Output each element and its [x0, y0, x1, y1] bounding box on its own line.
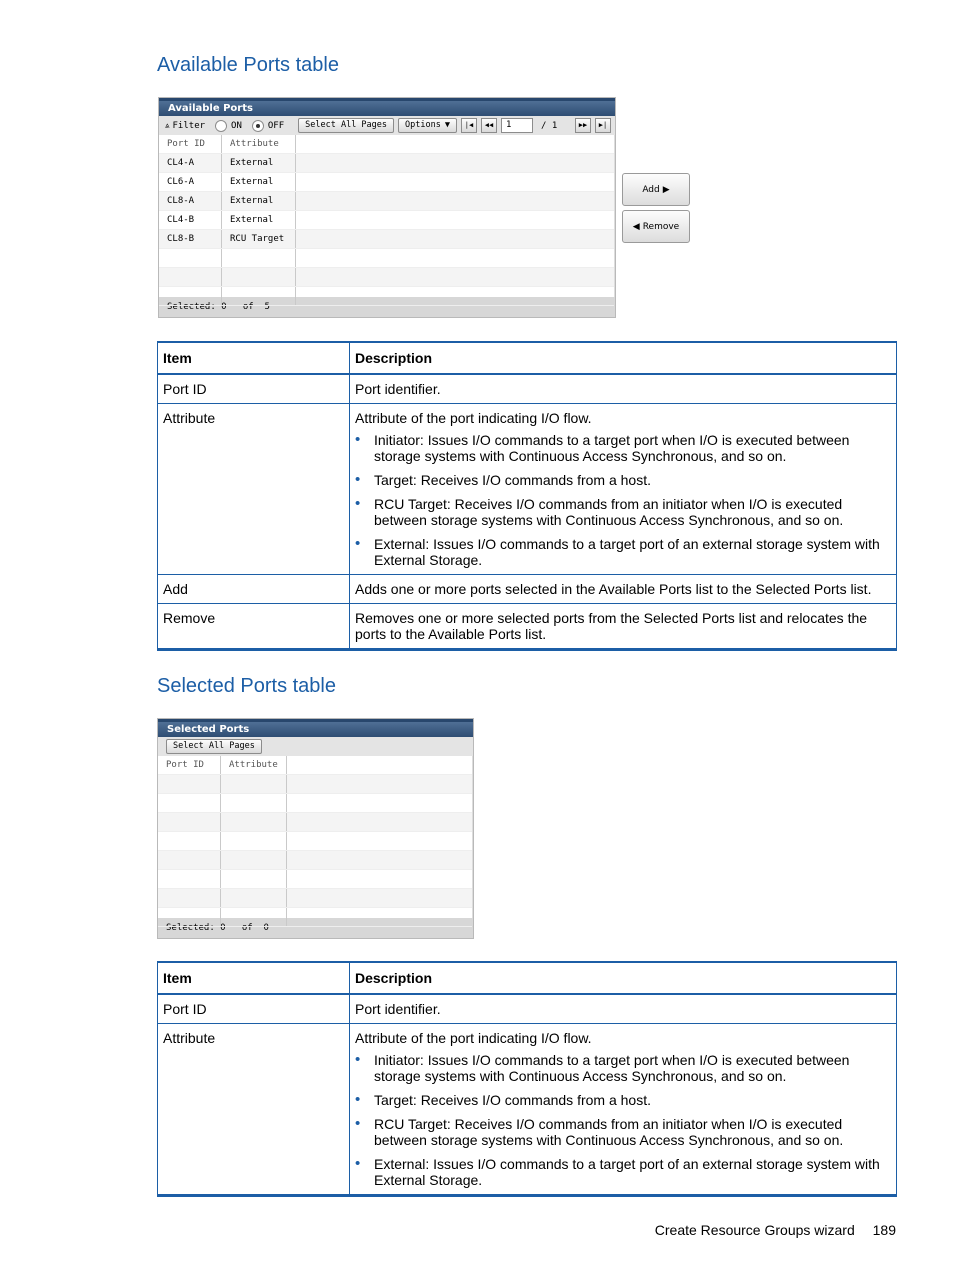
list-item: • Target: Receives I/O commands from a host.: [374, 1092, 891, 1108]
available-ports-grid: [159, 135, 615, 297]
table-row[interactable]: [159, 230, 614, 249]
column-header-attribute[interactable]: Attribute: [221, 756, 287, 774]
port-id-cell: CL8-A: [159, 192, 222, 210]
add-button[interactable]: [622, 173, 690, 206]
table-row[interactable]: [159, 268, 614, 287]
filter-label: Filter: [172, 120, 206, 131]
item-cell: Port ID: [158, 374, 350, 404]
page-number: 189: [872, 1222, 896, 1238]
grid-filler: [296, 287, 614, 305]
table-row: [158, 1024, 897, 1196]
table-row[interactable]: [158, 870, 472, 889]
column-header-attribute[interactable]: Attribute: [222, 135, 296, 153]
options-button[interactable]: [398, 118, 457, 133]
item-cell: Attribute: [158, 404, 350, 575]
selected-ports-description-table: [157, 961, 897, 1197]
filter-on-label: ON: [231, 120, 242, 131]
item-cell: Remove: [158, 604, 350, 650]
port-id-cell: [158, 870, 221, 888]
attribute-cell: [221, 908, 287, 926]
selected-ports-panel: [157, 718, 474, 939]
port-id-cell: [159, 249, 222, 267]
selected-ports-grid: [158, 756, 473, 918]
attribute-cell: [221, 813, 287, 831]
item-cell: Add: [158, 575, 350, 604]
description-text: Attribute of the port indicating I/O flow.: [355, 410, 592, 426]
list-item: • External: Issues I/O commands to a target port of an external storage system with External Storage.: [374, 1156, 891, 1188]
port-id-cell: [158, 889, 221, 907]
port-id-cell: [158, 813, 221, 831]
grid-header-row: [158, 756, 472, 775]
grid-filler: [287, 870, 472, 888]
port-id-cell: CL4-A: [159, 154, 222, 172]
table-row[interactable]: [158, 832, 472, 851]
grid-filler: [296, 268, 614, 286]
table-row: [158, 994, 897, 1024]
table-row: [158, 374, 897, 404]
header-item: Item: [158, 962, 350, 994]
grid-filler: [296, 249, 614, 267]
available-toolbar: [159, 116, 615, 135]
attribute-cell: [221, 889, 287, 907]
selected-toolbar: [158, 737, 473, 756]
grid-filler: [287, 851, 472, 869]
table-header-row: [158, 342, 897, 374]
grid-filler: [296, 192, 614, 210]
grid-header-row: [159, 135, 614, 154]
attribute-bullet-list: [355, 1052, 891, 1188]
list-item: • External: Issues I/O commands to a target port of an external storage system with External Storage.: [374, 536, 891, 568]
attribute-cell: [222, 287, 296, 305]
available-ports-title: Available Ports: [159, 98, 615, 116]
available-ports-description-table: [157, 341, 897, 651]
page-total: / 1: [540, 120, 558, 131]
add-label: Add: [642, 184, 660, 195]
description-cell: Port identifier.: [350, 994, 897, 1024]
attribute-cell: External: [222, 154, 296, 172]
table-row[interactable]: [159, 173, 614, 192]
port-id-cell: [158, 851, 221, 869]
header-description: Description: [350, 962, 897, 994]
port-id-cell: CL6-A: [159, 173, 222, 191]
column-header-port-id[interactable]: Port ID: [159, 135, 222, 153]
grid-filler: [287, 832, 472, 850]
description-text: Attribute of the port indicating I/O flow.: [355, 1030, 592, 1046]
grid-filler: [287, 908, 472, 926]
filter-toggle[interactable]: [165, 121, 205, 131]
arrow-left-icon: ◀: [632, 221, 640, 232]
filter-off-radio[interactable]: [252, 120, 264, 132]
grid-filler: [296, 135, 614, 153]
filter-on-radio[interactable]: [215, 120, 227, 132]
list-item: • RCU Target: Receives I/O commands from an initiator when I/O is executed between storage systems with Continuous Access Synchronous, and so on.: [374, 496, 891, 528]
remove-label: Remove: [642, 221, 680, 232]
description-cell: [350, 404, 897, 575]
item-cell: Port ID: [158, 994, 350, 1024]
selected-ports-title: Selected Ports: [158, 719, 473, 737]
available-footer: Selected: 0 of 5: [159, 297, 615, 317]
header-description: Description: [350, 342, 897, 374]
table-row: [158, 404, 897, 575]
list-item: • Initiator: Issues I/O commands to a target port when I/O is executed between storage systems with Continuous Access Synchronous, and so on.: [374, 1052, 891, 1084]
port-id-cell: CL8-B: [159, 230, 222, 248]
list-item: • Target: Receives I/O commands from a host.: [374, 472, 891, 488]
attribute-cell: [221, 775, 287, 793]
table-row[interactable]: [159, 287, 614, 306]
last-page-icon[interactable]: ▶|: [595, 118, 611, 133]
grid-filler: [287, 889, 472, 907]
grid-filler: [287, 813, 472, 831]
grid-filler: [296, 211, 614, 229]
attribute-cell: External: [222, 211, 296, 229]
port-id-cell: [158, 908, 221, 926]
attribute-cell: [222, 249, 296, 267]
caret-down-icon: ▼: [444, 120, 450, 130]
attribute-cell: [221, 794, 287, 812]
table-row[interactable]: [159, 192, 614, 211]
table-row[interactable]: [158, 889, 472, 908]
table-row[interactable]: [159, 211, 614, 230]
filter-icon: ⩓: [165, 120, 170, 130]
port-id-cell: CL4-B: [159, 211, 222, 229]
port-id-cell: [158, 775, 221, 793]
attribute-cell: [222, 268, 296, 286]
table-row[interactable]: [159, 154, 614, 173]
grid-filler: [296, 173, 614, 191]
page-footer: [655, 1222, 896, 1238]
header-item: Item: [158, 342, 350, 374]
item-cell: Attribute: [158, 1024, 350, 1196]
attribute-bullet-list: [355, 432, 891, 568]
table-row: [158, 604, 897, 650]
selected-footer: Selected: 0 of 0: [158, 918, 473, 938]
table-row[interactable]: [158, 775, 472, 794]
port-id-cell: [159, 268, 222, 286]
grid-filler: [287, 775, 472, 793]
footer-title: Create Resource Groups wizard: [654, 1222, 855, 1238]
options-label: Options: [405, 120, 441, 130]
table-row[interactable]: [158, 908, 472, 927]
port-id-cell: [159, 287, 222, 305]
select-all-pages-button[interactable]: Select All Pages: [298, 118, 394, 133]
table-row[interactable]: [159, 249, 614, 268]
select-all-pages-button[interactable]: Select All Pages: [166, 739, 262, 754]
section-title-selected: Selected Ports table: [157, 675, 336, 697]
attribute-cell: External: [222, 192, 296, 210]
list-item: • Initiator: Issues I/O commands to a target port when I/O is executed between storage systems with Continuous Access Synchronous, and so on.: [374, 432, 891, 464]
description-cell: Removes one or more selected ports from the Selected Ports list and relocates the ports to the Available Ports list.: [350, 604, 897, 650]
description-cell: Port identifier.: [350, 374, 897, 404]
filter-off-label: OFF: [267, 120, 285, 131]
available-ports-panel: [158, 97, 616, 318]
list-item: • RCU Target: Receives I/O commands from an initiator when I/O is executed between storage systems with Continuous Access Synchronous, and so on.: [374, 1116, 891, 1148]
grid-filler: [296, 154, 614, 172]
grid-filler: [287, 756, 472, 774]
next-page-icon[interactable]: ▶▶: [575, 118, 591, 133]
port-id-cell: [158, 832, 221, 850]
table-row[interactable]: [158, 851, 472, 870]
section-title-available: Available Ports table: [157, 54, 339, 76]
table-row: [158, 575, 897, 604]
attribute-cell: [221, 851, 287, 869]
description-cell: [350, 1024, 897, 1196]
first-page-icon[interactable]: |◀: [461, 118, 477, 133]
attribute-cell: [221, 870, 287, 888]
arrow-right-icon: ▶: [662, 184, 670, 195]
grid-filler: [287, 794, 472, 812]
remove-button[interactable]: [622, 210, 690, 243]
grid-filler: [296, 230, 614, 248]
attribute-cell: RCU Target: [222, 230, 296, 248]
table-row[interactable]: [158, 813, 472, 832]
table-row[interactable]: [158, 794, 472, 813]
table-header-row: [158, 962, 897, 994]
attribute-cell: [221, 832, 287, 850]
attribute-cell: External: [222, 173, 296, 191]
port-id-cell: [158, 794, 221, 812]
description-cell: Adds one or more ports selected in the Available Ports list to the Selected Ports list.: [350, 575, 897, 604]
page-number-input[interactable]: 1: [501, 118, 533, 133]
prev-page-icon[interactable]: ◀◀: [481, 118, 497, 133]
column-header-port-id[interactable]: Port ID: [158, 756, 221, 774]
